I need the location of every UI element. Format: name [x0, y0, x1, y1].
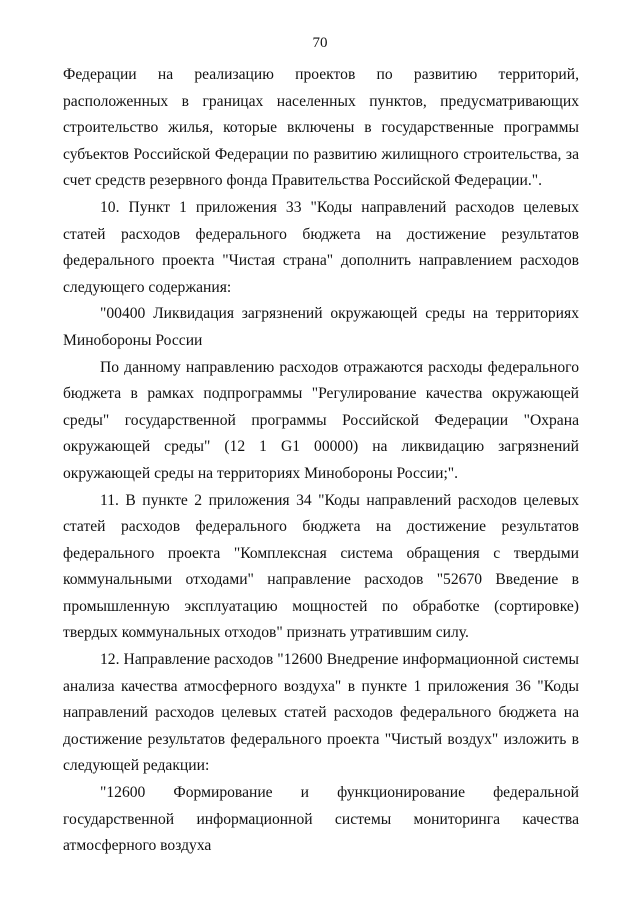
- paragraph-item-11: 11. В пункте 2 приложения 34 "Коды направлений расходов целевых статей расходов федерального бюджета на достижение результатов федерального проекта "Комплексная система обращения с твердыми коммунальными отходами" направление расходов "52670 Введение в промышленную эксплуатацию мощностей по обработке (сортировке) твердых коммунальных отходов" признать утратившим силу.: [63, 491, 579, 642]
- paragraph-item-12: 12. Направление расходов "12600 Внедрение информационной системы анализа качества атмосферного воздуха" в пункте 1 приложения 36 "Коды направлений расходов целевых статей расходов федерального бюджета на достижение результатов федерального проекта "Чистый воздух" изложить в следующей редакции:: [63, 651, 579, 775]
- paragraph-code-00400: "00400 Ликвидация загрязнений окружающей среды на территориях Минобороны России: [63, 305, 579, 349]
- document-body: [63, 62, 579, 860]
- paragraph-continuation: Федерации на реализацию проектов по развитию территорий, расположенных в границах населенных пунктов, предусматривающих строительство жилья, которые включены в государственные программы субъектов Российской Федерации по развитию жилищного строительства, за счет средств резервного фонда Правительства Российской Федерации.".: [63, 66, 579, 190]
- paragraph-code-00400-description: По данному направлению расходов отражаются расходы федерального бюджета в рамках подпрограммы "Регулирование качества окружающей среды" государственной программы Российской Федерации "Охрана окружающей среды" (12 1 G1 00000) на ликвидацию загрязнений окружающей среды на территориях Минобороны России;".: [63, 358, 579, 482]
- paragraph-item-10: 10. Пункт 1 приложения 33 "Коды направлений расходов целевых статей расходов федерального бюджета на достижение результатов федерального проекта "Чистая страна" дополнить направлением расходов следующего содержания:: [63, 198, 579, 296]
- paragraph-code-12600: "12600 Формирование и функционирование федеральной государственной информационной системы мониторинга качества атмосферного воздуха: [63, 784, 579, 855]
- page-number: 70: [312, 35, 328, 51]
